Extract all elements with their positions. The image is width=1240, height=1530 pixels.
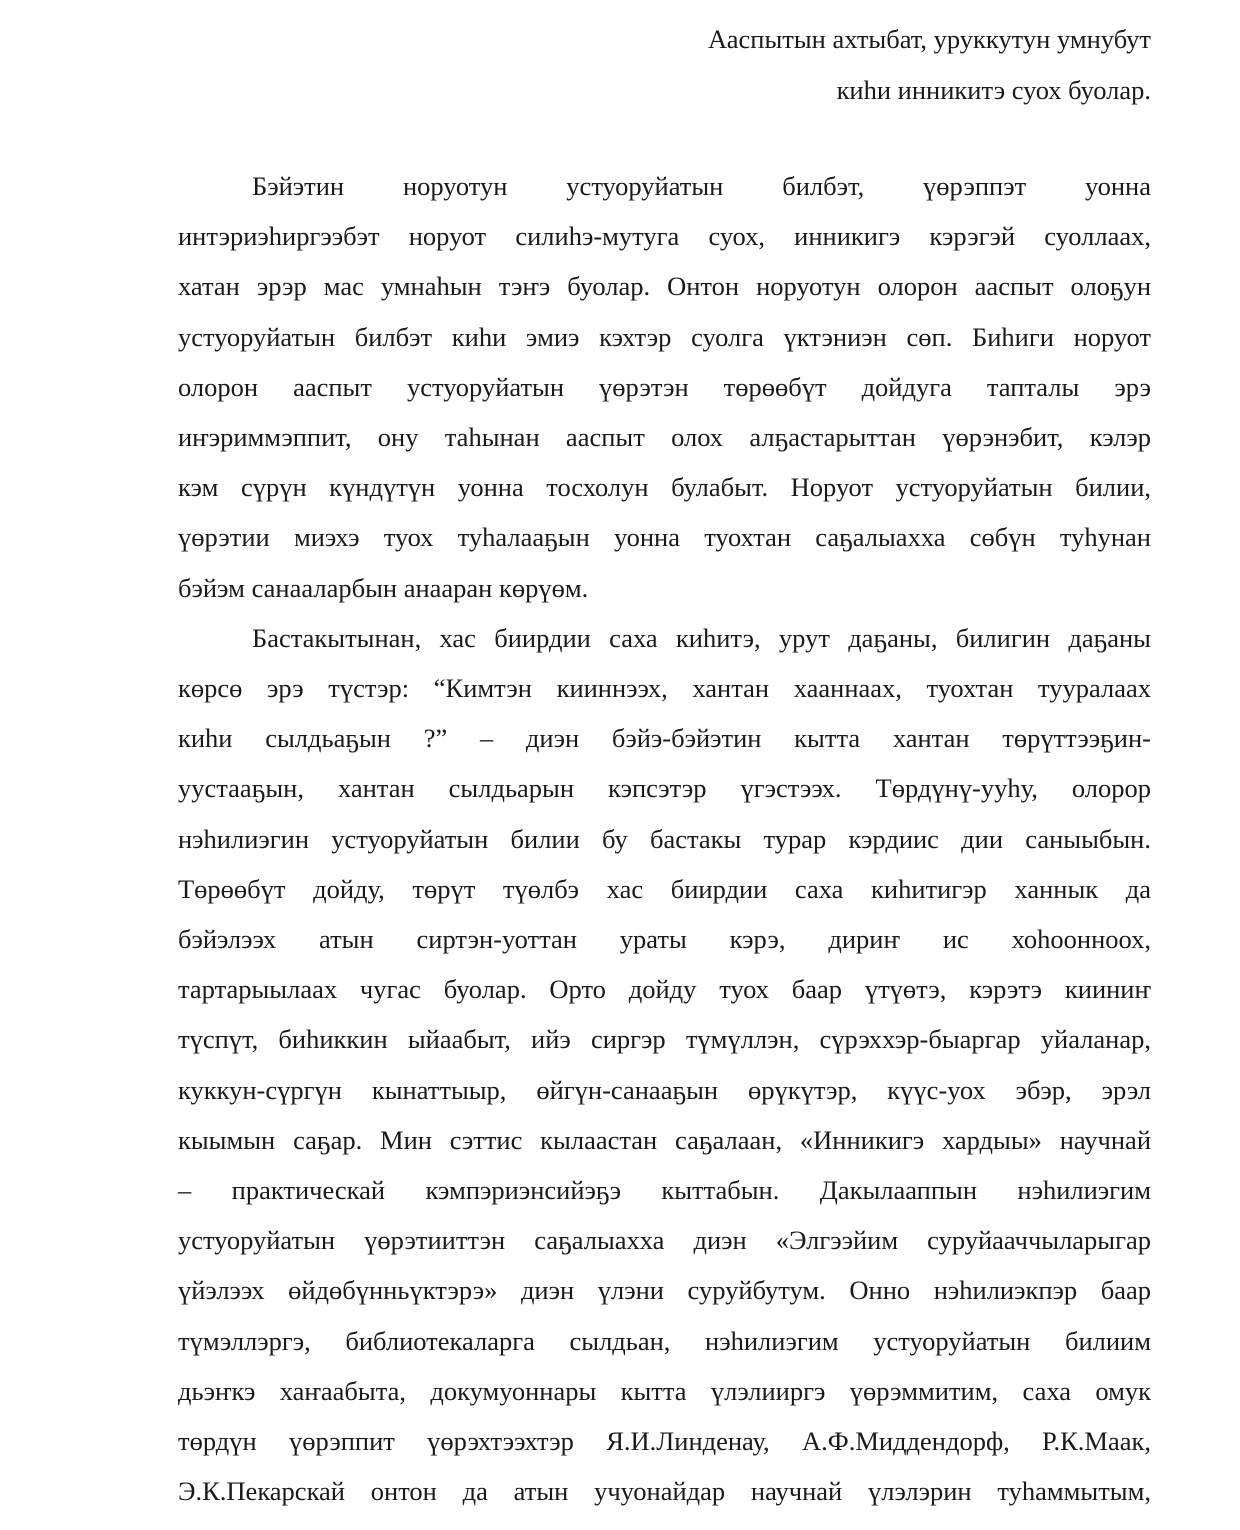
text-line: олорон ааспыт устуоруйатын үөрэтэн төрөөбүт дойдуга тапталы эрэ <box>178 371 1151 402</box>
text-line: иҥэриммэппит, ону таһынан ааспыт олох алҕастарыттан үөрэнэбит, кэлэр <box>178 422 1151 453</box>
paragraph-1 <box>178 161 1151 613</box>
text-line: куккун-сүргүн кынаттыыр, өйгүн-санааҕын өрүкүтэр, күүс-уох эбэр, эрэл <box>178 1074 1151 1105</box>
text-line: устуоруйатын билбэт киһи эмиэ кэхтэр суолга үктэниэн сөп. Биһиги норуот <box>178 321 1151 352</box>
text-line: түспүт, биһиккин ыйаабыт, ийэ сиргэр түмүллэн, сүрэххэр-быаргар уйаланар, <box>178 1024 1151 1055</box>
text-line: тартарыылаах чугас буолар. Орто дойду туох баар үтүөтэ, кэрэтэ кииниҥ <box>178 974 1151 1005</box>
text-line: бэйэлээх атын сиртэн-уоттан ураты кэрэ, дириҥ ис хоһооннoох, <box>178 924 1151 955</box>
text-line: киһи сылдьаҕын ?” – диэн бэйэ-бэйэтин кытта хантан төрүттээҕин- <box>178 723 1151 754</box>
text-line: Э.К.Пекарскай онтон да атын учуонайдар научнай үлэлэрин туһаммытым, <box>178 1476 1151 1507</box>
epigraph-line: Ааспытын ахтыбат, уруккутун умнубут <box>708 24 1151 54</box>
paragraph-2 <box>178 613 1151 1517</box>
text-line: дьэҥкэ хаҥаабыта, докумуоннары кытта үлэлииргэ үөрэммитим, саха омук <box>178 1375 1151 1406</box>
text-line: устуоруйатын үөрэтииттэн саҕалыахха диэн «Элгээйим суруйааччыларыгар <box>178 1225 1151 1256</box>
text-line: кэм сүрүн күндүтүн уонна тосхолун булабыт. Норуот устуоруйатын билии, <box>178 472 1151 503</box>
text-line: нэһилиэгин устуоруйатын билии бу бастакы турар кэрдиис дии саныыбын. <box>178 823 1151 854</box>
text-line: үйэлээх өйдөбүнньүктэрэ» диэн үлэни суруйбутум. Онно нэһилиэкпэр баар <box>178 1275 1151 1306</box>
epigraph-line: киһи инникитэ суох буолар. <box>836 74 1151 105</box>
text-line: Бэйэтин норуотун устуоруйатын билбэт, үөрэппэт уонна <box>252 171 1151 201</box>
text-line: хатан эрэр мас умнаһын тэҥэ буолар. Онтон норуотун олорон ааспыт олоҕун <box>178 271 1151 302</box>
text-line: – практическай кэмпэриэнсийэҕэ кыттабын. Дакылааппын нэһилиэгим <box>178 1175 1151 1206</box>
text-line: уустааҕын, хантан сылдьарын кэпсэтэр үгэстээх. Төрдүнү-ууһу, олорор <box>178 773 1151 804</box>
text-line: түмэллэргэ, библиотекаларга сылдьан, нэһилиэгим устуоруйатын билиим <box>178 1325 1151 1356</box>
text-line: кыымын саҕар. Мин сэттис кылаастан саҕалаан, «Инникигэ хардыы» научнай <box>178 1124 1151 1155</box>
text-line: Төрөөбүт дойду, төрүт түөлбэ хас биирдии саха киһитигэр ханнык да <box>178 873 1151 904</box>
text-line: бэйэм санааларбын анааран көрүөм. <box>178 572 589 603</box>
text-line: интэриэһиргээбэт норуот силиһэ-мутуга суох, инникигэ кэрэгэй суоллаах, <box>178 221 1151 252</box>
document-body <box>178 161 1151 1516</box>
epigraph <box>708 14 1151 115</box>
text-line: төрдүн үөрэппит үөрэхтээхтэр Я.И.Линденау, А.Ф.Миддендорф, Р.К.Маак, <box>178 1426 1151 1457</box>
text-line: Бастакытынан, хас биирдии саха киһитэ, урут даҕаны, билигин даҕаны <box>252 622 1151 653</box>
text-line: үөрэтии миэхэ туох туһалааҕын уонна туохтан саҕалыахха сөбүн туһунан <box>178 522 1151 553</box>
text-line: көрсө эрэ түстэр: “Кимтэн кииннээх, хантан хааннаах, туохтан тууралаах <box>178 673 1151 704</box>
